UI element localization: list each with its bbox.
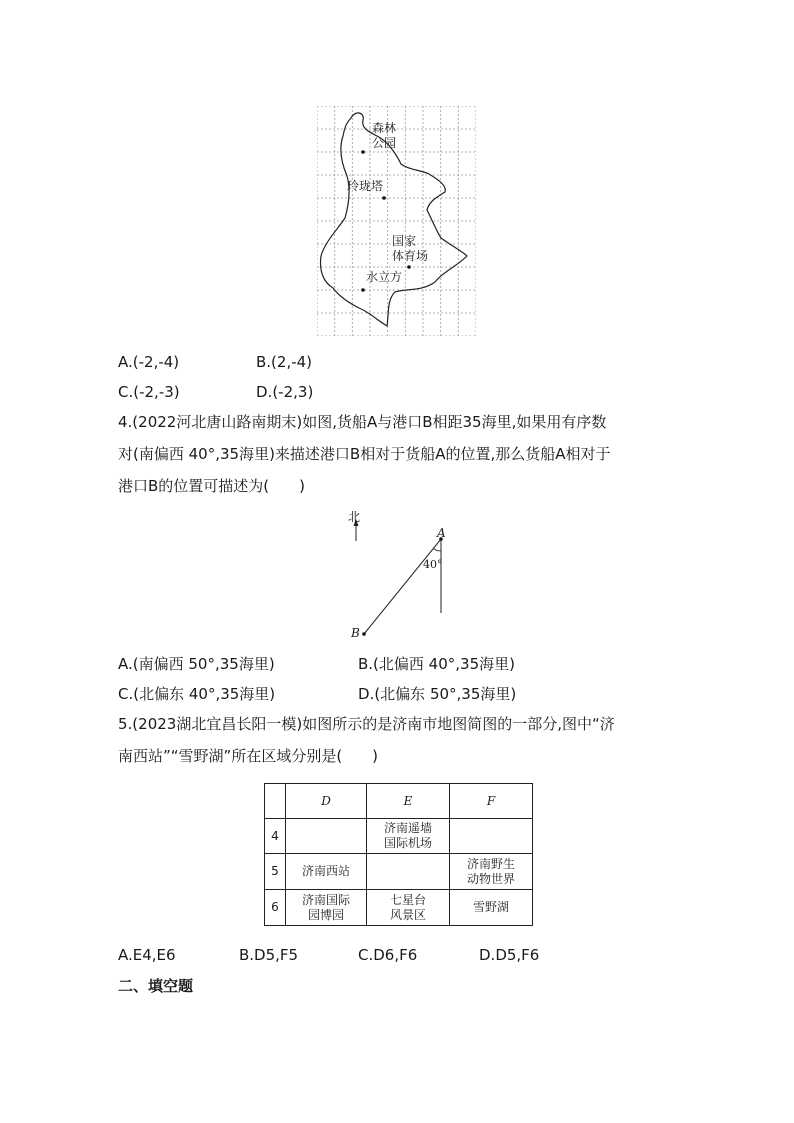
map-figure <box>317 106 476 336</box>
point-a-label: A <box>437 526 446 540</box>
table-row <box>265 819 533 854</box>
north-label: 北 <box>348 510 361 524</box>
map-grid-lines <box>317 106 476 336</box>
q4-stem-line2: 对(南偏西 40°,35海里)来描述港口B相对于货船A的位置,那么货船A相对于 <box>118 445 611 463</box>
angle-label: 40° <box>423 558 443 571</box>
water-cube-point <box>361 288 365 292</box>
table-row <box>265 784 533 819</box>
jinan-grid-table <box>264 783 533 926</box>
table-cell: 雪野湖 <box>450 890 533 926</box>
table-header-cell: D <box>286 784 367 819</box>
table-row <box>265 854 533 890</box>
q3-option-d: D.(-2,3) <box>256 383 314 401</box>
table-cell <box>367 854 450 890</box>
q4-stem-line1: 4.(2022河北唐山路南期末)如图,货船A与港口B相距35海里,如果用有序数 <box>118 413 607 431</box>
stadium-point <box>407 265 411 269</box>
table-cell <box>450 819 533 854</box>
q3-option-b: B.(2,-4) <box>256 353 313 371</box>
q5-option-c: C.D6,F6 <box>358 946 418 964</box>
q4-stem-line3: 港口B的位置可描述为( ) <box>118 477 305 495</box>
table-cell <box>286 819 367 854</box>
label-stadium-1: 国家 <box>392 234 417 248</box>
q5-option-b: B.D5,F5 <box>239 946 299 964</box>
row-label: 5 <box>265 854 286 890</box>
q4-option-a: A.(南偏西 50°,35海里) <box>118 655 275 673</box>
map-grid-svg <box>317 106 476 336</box>
table-cell: 济南野生 动物世界 <box>450 854 533 890</box>
table-cell: 济南国际 园博园 <box>286 890 367 926</box>
linglong-tower-point <box>382 196 386 200</box>
q4-option-b: B.(北偏西 40°,35海里) <box>358 655 515 673</box>
table-row <box>265 890 533 926</box>
q3-option-a: A.(-2,-4) <box>118 353 180 371</box>
table-header-cell: F <box>450 784 533 819</box>
label-forest-park-2: 公园 <box>372 136 397 150</box>
q4-option-c: C.(北偏东 40°,35海里) <box>118 685 276 703</box>
label-forest-park-1: 森林 <box>372 121 397 135</box>
segment-ab <box>364 539 441 634</box>
q5-option-a: A.E4,E6 <box>118 946 176 964</box>
row-label: 4 <box>265 819 286 854</box>
row-label: 6 <box>265 890 286 926</box>
section-title: 二、填空题 <box>118 977 194 995</box>
q4-option-d: D.(北偏东 50°,35海里) <box>358 685 517 703</box>
q3-option-c: C.(-2,-3) <box>118 383 180 401</box>
q5-stem-line1: 5.(2023湖北宜昌长阳一模)如图所示的是济南市地图简图的一部分,图中“济 <box>118 715 615 733</box>
angle-arc <box>434 549 442 552</box>
q5-stem-line2: 南西站”“雪野湖”所在区域分别是( ) <box>118 747 379 765</box>
label-stadium-2: 体育场 <box>392 249 429 263</box>
label-linglong-tower: 玲珑塔 <box>347 179 384 193</box>
point-b <box>362 632 366 636</box>
q5-option-d: D.D5,F6 <box>479 946 540 964</box>
forest-park-point <box>361 150 365 154</box>
table-cell <box>265 784 286 819</box>
table-header-cell: E <box>367 784 450 819</box>
label-water-cube: 水立方 <box>366 270 403 284</box>
table-cell: 济南遥墙 国际机场 <box>367 819 450 854</box>
point-b-label: B <box>351 626 360 640</box>
table-cell: 济南西站 <box>286 854 367 890</box>
table-cell: 七星台 风景区 <box>367 890 450 926</box>
